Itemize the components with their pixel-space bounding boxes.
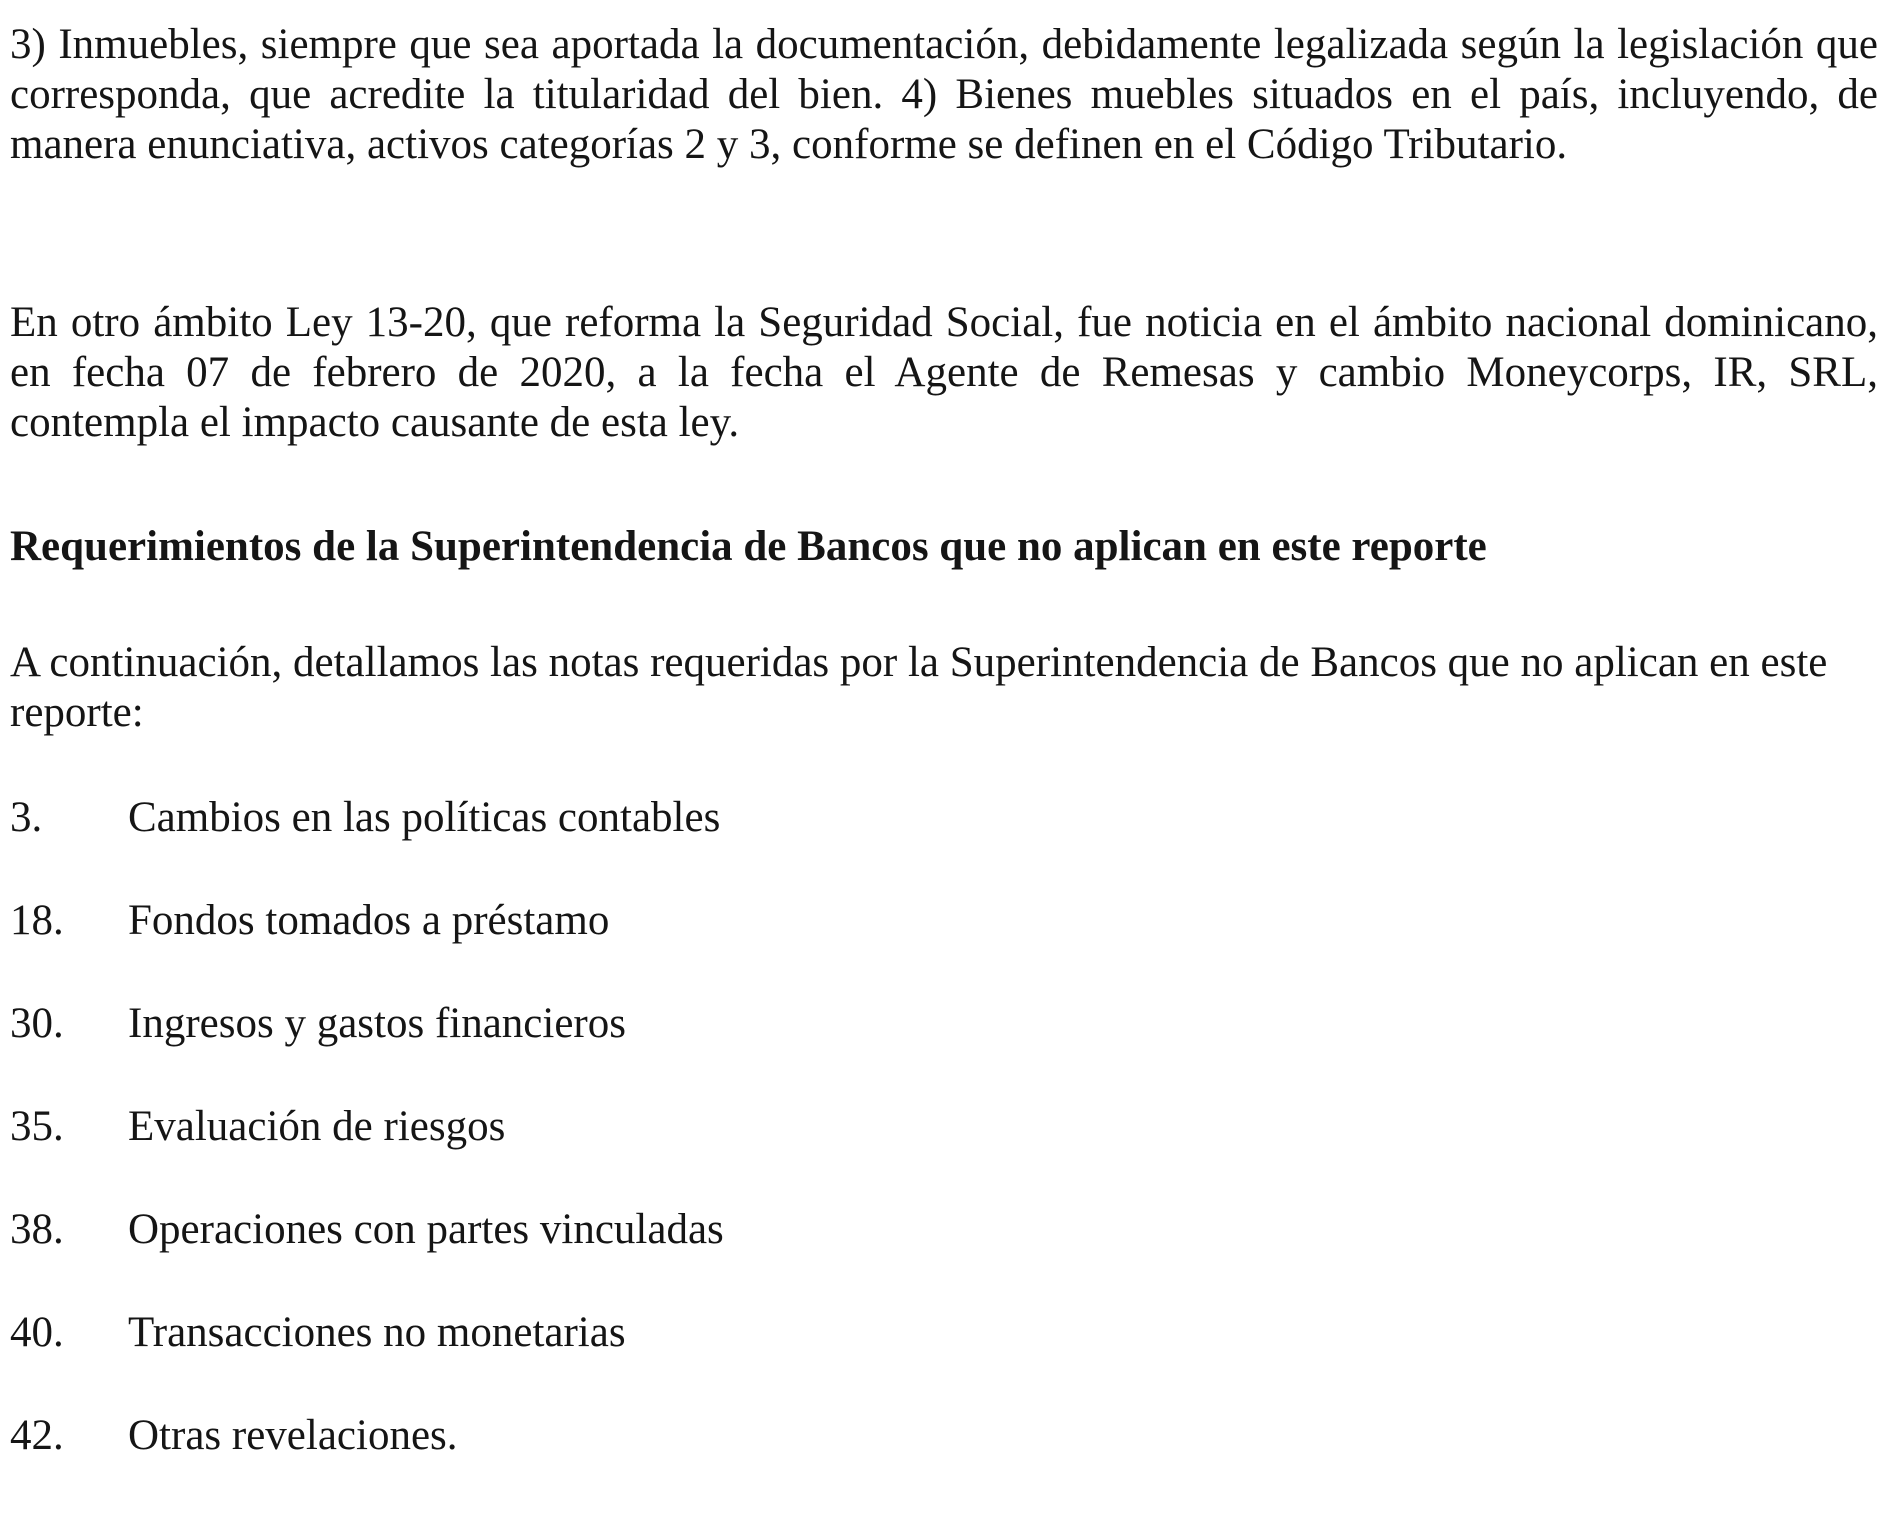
note-title: Ingresos y gastos financieros	[128, 1000, 626, 1047]
note-number: 40.	[10, 1309, 64, 1356]
note-title: Transacciones no monetarias	[128, 1309, 626, 1356]
section-intro: A continuación, detallamos las notas requeridas por la Superintendencia de Bancos que no aplican en este reporte:	[10, 639, 1828, 736]
paragraph-ley-13-20: En otro ámbito Ley 13-20, que reforma la Seguridad Social, fue noticia en el ámbito nacional dominicano, en fecha 07 de febrero de 2020, a la fecha el Agente de Remesas y cambio Moneycorps, IR, SRL, contempla el impacto causante de esta ley.	[10, 299, 1878, 446]
note-title: Otras revelaciones.	[128, 1412, 458, 1459]
note-title: Cambios en las políticas contables	[128, 794, 721, 841]
notes-list	[10, 793, 724, 1514]
section-heading: Requerimientos de la Superintendencia de Bancos que no aplican en este reporte	[10, 523, 1487, 570]
list-item	[10, 1102, 724, 1205]
note-number: 18.	[10, 897, 64, 944]
list-item	[10, 793, 724, 896]
paragraph-inmuebles: 3) Inmuebles, siempre que sea aportada la documentación, debidamente legalizada según la legislación que corresponda, que acredite la titularidad del bien. 4) Bienes muebles situados en el país, incluyendo, de manera enunciativa, activos categorías 2 y 3, conforme se definen en el Código Tributario.	[10, 21, 1878, 168]
note-number: 38.	[10, 1206, 64, 1253]
note-number: 35.	[10, 1103, 64, 1150]
list-item	[10, 896, 724, 999]
note-number: 3.	[10, 794, 43, 841]
note-title: Fondos tomados a préstamo	[128, 897, 610, 944]
note-title: Evaluación de riesgos	[128, 1103, 506, 1150]
list-item	[10, 1411, 724, 1514]
note-number: 42.	[10, 1412, 64, 1459]
list-item	[10, 1205, 724, 1308]
note-number: 30.	[10, 1000, 64, 1047]
note-title: Operaciones con partes vinculadas	[128, 1206, 724, 1253]
list-item	[10, 999, 724, 1102]
list-item	[10, 1308, 724, 1411]
